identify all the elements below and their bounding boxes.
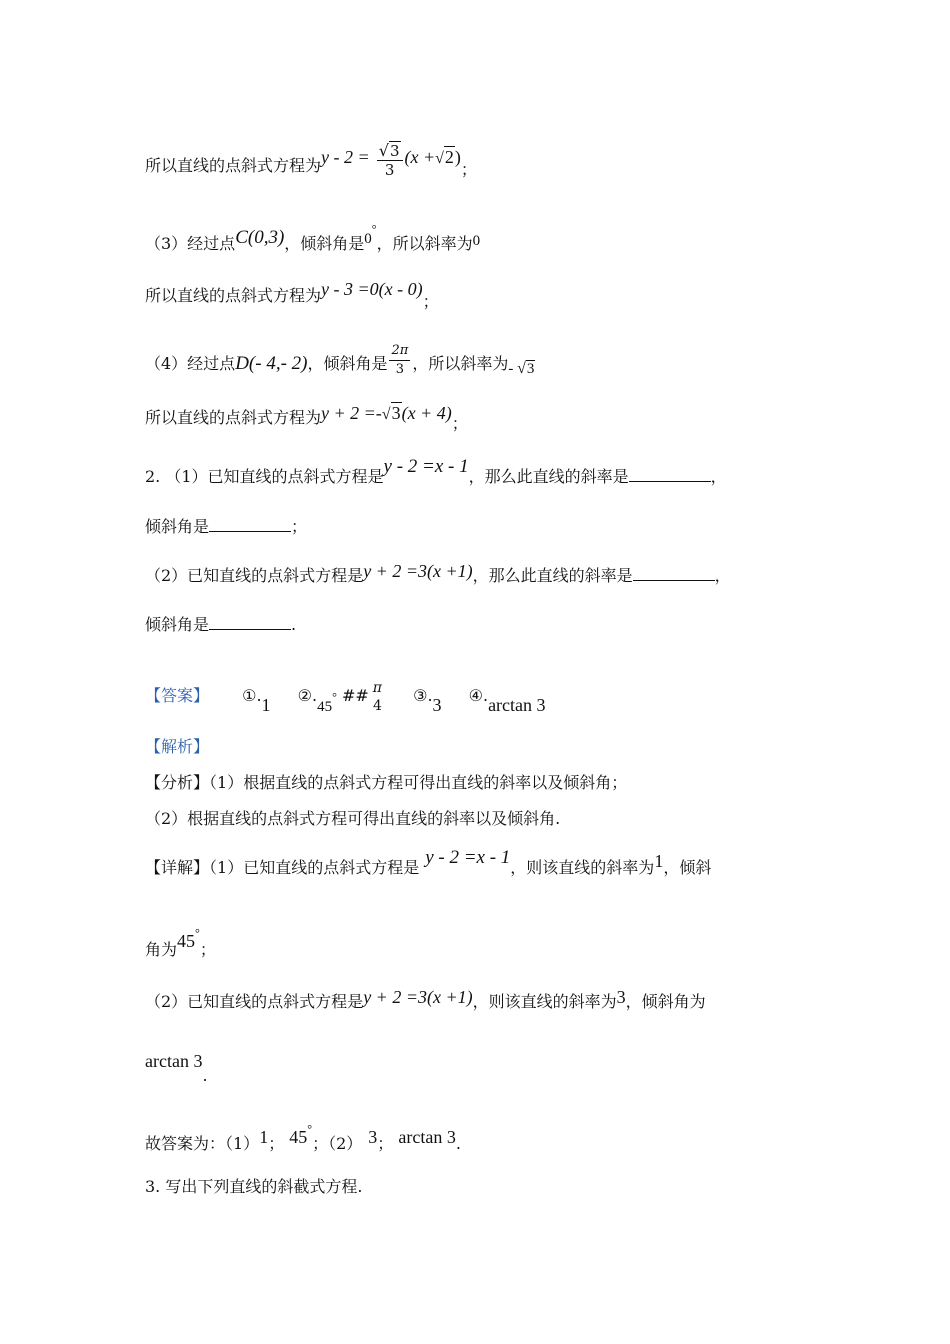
line-case-3 (145, 224, 480, 256)
fenxi-line (145, 772, 627, 794)
equation: y + 2 =3(x +1) (363, 987, 473, 1007)
sqrt2: √2 (435, 147, 454, 167)
detail-label: 【详解】 (145, 858, 210, 877)
line-point-slope-3 (145, 279, 439, 311)
answer-marker-2: ②. (297, 686, 318, 705)
sqrt-icon: √ (378, 141, 389, 160)
summary-line (145, 1124, 461, 1155)
punct: ， (710, 467, 727, 486)
text: 角为 (145, 940, 178, 959)
text: 故答案为：（1） (145, 1134, 260, 1153)
slope-3: 3 (616, 987, 626, 1007)
text: ，倾斜角为 (625, 992, 706, 1011)
text: 所以直线的点斜式方程为 (145, 156, 322, 175)
question-2-part-1b (145, 516, 307, 538)
answer-marker-4: ④. (468, 686, 489, 705)
text: ，那么此直线的斜率是 (472, 566, 633, 585)
text: ，所以斜率为 (412, 354, 509, 373)
fenxi-line-2 (145, 808, 560, 830)
punct: ； (377, 1134, 394, 1153)
equation-part: y - 2 = (321, 147, 370, 167)
text: 2. （1）已知直线的点斜式方程是 (145, 467, 384, 486)
question-3: 3. 写出下列直线的斜截式方程. (145, 1177, 363, 1196)
detail-line-1 (145, 847, 712, 879)
fraction-2pi-over-3: $\frac{2\pi}{3}$ (391, 343, 409, 377)
fenxi-label: 【分析】 (145, 773, 210, 792)
equation-part: y + 2 =- (321, 403, 382, 423)
punct: ； (422, 292, 439, 311)
separator: ## (341, 686, 369, 705)
question-2-part-1 (145, 456, 727, 488)
answer-marker-3: ③. (413, 686, 433, 705)
equation: y - 2 =x - 1 (425, 847, 511, 868)
punct: ； (451, 414, 468, 433)
punct: ， (714, 566, 731, 585)
answer-blank-angle-2[interactable] (209, 615, 291, 630)
answer-blank-slope[interactable] (629, 467, 711, 482)
text: ，倾斜角是 (284, 234, 365, 253)
text: 倾斜角是 (145, 517, 210, 536)
equation: y - 2 =x - 1 (383, 456, 469, 477)
punct: ； (460, 160, 477, 179)
text: ，则该直线的斜率为 (510, 858, 655, 877)
summary-value-4: arctan 3 (398, 1127, 456, 1147)
detail-line-3 (145, 987, 706, 1013)
answer-value-4: arctan 3 (488, 695, 546, 715)
text: 所以直线的点斜式方程为 (145, 286, 322, 305)
equation: y + 2 =3(x +1) (363, 561, 473, 581)
line-point-slope-2 (145, 141, 477, 185)
answer-marker-1: ①. (242, 686, 262, 705)
answer-value-1: 1 (261, 695, 271, 715)
punct: . (455, 1134, 461, 1153)
fraction-sqrt3-over-3: $\frac{√3}{3}$ (377, 142, 403, 179)
answer-blank-slope-2[interactable] (633, 566, 715, 581)
summary-value-2: 45° (289, 1122, 313, 1147)
analysis-label: 【解析】 (145, 737, 210, 756)
point-d: D(- 4,- 2) (235, 353, 308, 374)
text: （1）已知直线的点斜式方程是 (209, 858, 420, 877)
answer-line (145, 676, 546, 715)
detail-line-2 (145, 926, 216, 961)
arctan-value: arctan 3 (145, 1051, 203, 1071)
question-2-part-2 (145, 561, 731, 587)
text: ，倾斜角是 (307, 354, 388, 373)
text: ，所以斜率为 (376, 234, 473, 253)
text: （4）经过点 (145, 354, 236, 373)
answer-blank-angle[interactable] (209, 517, 291, 532)
punct: ； (268, 1134, 285, 1153)
punct: . (202, 1066, 208, 1085)
punct: . (291, 615, 297, 634)
fraction-pi-over-4: π 4 (372, 679, 382, 714)
text: （2）根据直线的点斜式方程可得出直线的斜率以及倾斜角. (145, 809, 561, 828)
text: 所以直线的点斜式方程为 (145, 408, 322, 427)
angle-0: 0° (364, 222, 377, 247)
slope-1: 1 (654, 851, 664, 871)
question-2-part-2b (145, 614, 296, 636)
text: ，则该直线的斜率为 (472, 992, 617, 1011)
paren-close: ) (454, 147, 461, 167)
line-point-slope-4 (145, 403, 468, 433)
answer-value-2: 45° (317, 690, 337, 715)
text: （2）已知直线的点斜式方程是 (145, 566, 364, 585)
detail-line-4 (145, 1050, 208, 1085)
slope-neg-sqrt3: - √3 (508, 360, 535, 377)
punct: ； (291, 517, 308, 536)
punct: ；（2） (312, 1134, 363, 1153)
slope-0: 0 (472, 233, 481, 249)
equation: y - 3 =0(x - 0) (321, 279, 423, 299)
text: （3）经过点 (145, 234, 236, 253)
equation-part: (x + 4) (401, 403, 452, 423)
summary-value-3: 3 (368, 1127, 378, 1147)
angle-45: 45° (177, 926, 200, 951)
text: ，倾斜 (663, 858, 712, 877)
line-case-4 (145, 343, 535, 383)
text: ，那么此直线的斜率是 (468, 467, 629, 486)
point-c: C(0,3) (235, 227, 285, 248)
answer-value-3: 3 (432, 695, 442, 715)
text: 倾斜角是 (145, 615, 210, 634)
text: （2）已知直线的点斜式方程是 (145, 992, 364, 1011)
text: （1）根据直线的点斜式方程可得出直线的斜率以及倾斜角； (209, 773, 628, 792)
equation-part: (x + (404, 147, 436, 167)
summary-value-1: 1 (259, 1127, 269, 1147)
sqrt3: √3 (381, 403, 401, 423)
answer-label: 【答案】 (145, 686, 210, 705)
punct: ； (199, 940, 216, 959)
